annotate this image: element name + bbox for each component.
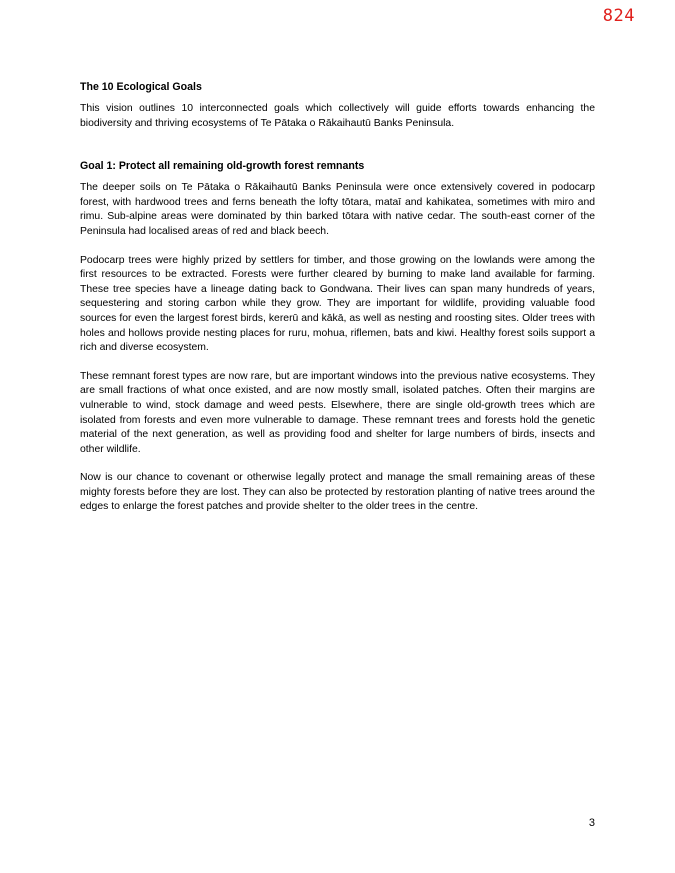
document-body: [80, 80, 595, 515]
body-paragraph-3: These remnant forest types are now rare, but are important windows into the previous native ecosystems. They are small fractions of what once existed, and are now mostly small, isolated patches. Often their margins are vulnerable to wind, stock damage and weed pests. Elsewhere, there are single old-growth trees which are isolated from forests and even more vulnerable to damage. These remnant trees and forests hold the genetic material of the next generation, as well as providing food and shelter for large numbers of birds, insects and other wildlife.: [80, 370, 595, 455]
intro-paragraph: This vision outlines 10 interconnected goals which collectively will guide efforts towards enhancing the biodiversity and thriving ecosystems of Te Pātaka o Rākaihautū Banks Peninsula.: [80, 103, 595, 129]
section-heading: The 10 Ecological Goals: [80, 81, 202, 93]
body-paragraph-2: Podocarp trees were highly prized by settlers for timber, and those growing on the lowlands were among the first resources to be extracted. Forests were further cleared by burning to make land available for farming. These tree species have a lineage dating back to Gondwana. Their lives can span many hundreds of years, sequestering and storing carbon while they grow. They are important for wildlife, providing valuable food sources for even the largest forest birds, kererū and kākā, as well as nesting and roosting sites. Older trees with holes and hollows provide nesting places for ruru, mohua, riflemen, bats and kiwi. Healthy forest soils support a rich and diverse ecosystem.: [80, 254, 595, 354]
page-stamp-number: 824: [602, 6, 635, 26]
page-number: 3: [588, 817, 595, 829]
body-paragraph-4: Now is our chance to covenant or otherwise legally protect and manage the small remaining areas of these mighty forests before they are lost. They can also be protected by restoration planting of native trees around the edges to enlarge the forest patches and provide shelter to the older trees in the centre.: [80, 472, 595, 513]
body-paragraph-1: The deeper soils on Te Pātaka o Rākaihautū Banks Peninsula were once extensively covered in podocarp forest, with hardwood trees and ferns beneath the lofty tōtara, mataī and kahikatea, sometimes with miro and rimu. Sub-alpine areas were dominated by thin barked tōtara with native cedar. The south-east corner of the Peninsula had localised areas of red and black beech.: [80, 182, 595, 237]
goal-heading: Goal 1: Protect all remaining old-growth forest remnants: [80, 160, 365, 173]
